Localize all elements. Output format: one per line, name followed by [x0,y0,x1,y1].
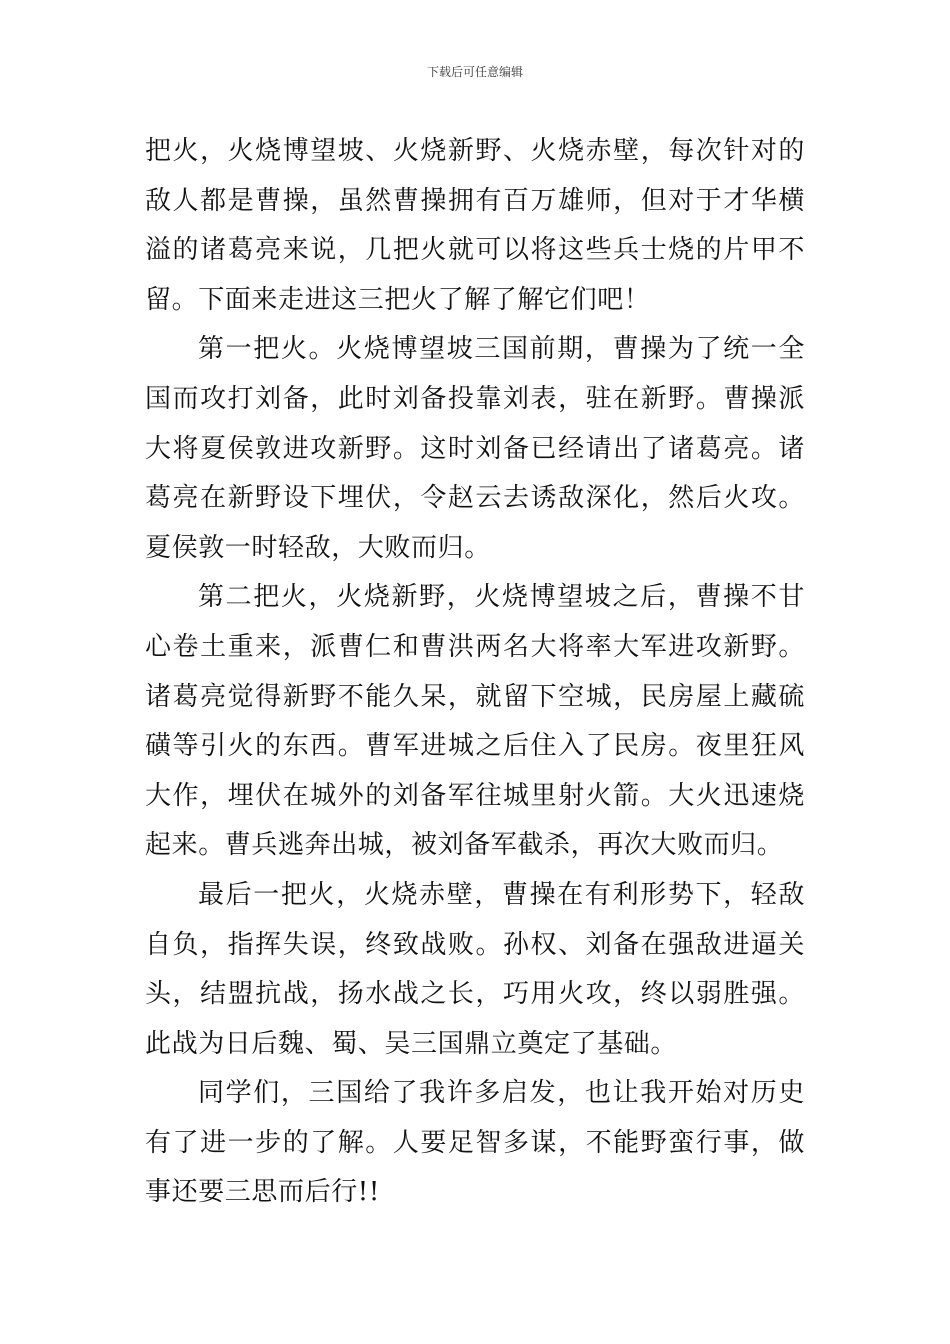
paragraph-last-fire: 最后一把火，火烧赤壁，曹操在有利形势下，轻敌自负，指挥失误，终致战败。孙权、刘备在强敌进逼关头，结盟抗战，扬水战之长，巧用火攻，终以弱胜强。此战为日后魏、蜀、吴三国鼎立奠定了基础。 [145,879,805,1059]
paragraph-continuation: 把火，火烧博望坡、火烧新野、火烧赤壁，每次针对的敌人都是曹操，虽然曹操拥有百万雄师，但对于才华横溢的诸葛亮来说，几把火就可以将这些兵士烧的片甲不留。下面来走进这三把火了解了解它们吧！ [145,136,805,315]
document-body [145,127,805,1218]
paragraph-second-fire: 第二把火，火烧新野，火烧博望坡之后，曹操不甘心卷土重来，派曹仁和曹洪两名大将率大军进攻新野。诸葛亮觉得新野不能久呆，就留下空城，民房屋上藏硫磺等引火的东西。曹军进城之后住入了民房。夜里狂风大作，埋伏在城外的刘备军往城里射火箭。大火迅速烧起来。曹兵逃奔出城，被刘备军截杀，再次大败而归。 [145,582,805,861]
paragraph-first-fire: 第一把火。火烧博望坡三国前期，曹操为了统一全国而攻打刘备，此时刘备投靠刘表，驻在新野。曹操派大将夏侯敦进攻新野。这时刘备已经请出了诸葛亮。诸葛亮在新野设下埋伏，令赵云去诱敌深化，然后火攻。夏侯敦一时轻敌，大败而归。 [145,334,805,563]
paragraph-conclusion: 同学们，三国给了我许多启发，也让我开始对历史有了进一步的了解。人要足智多谋，不能野蛮行事，做事还要三思而后行!! [145,1078,805,1208]
page-header: 下载后可任意编辑 [426,65,523,79]
